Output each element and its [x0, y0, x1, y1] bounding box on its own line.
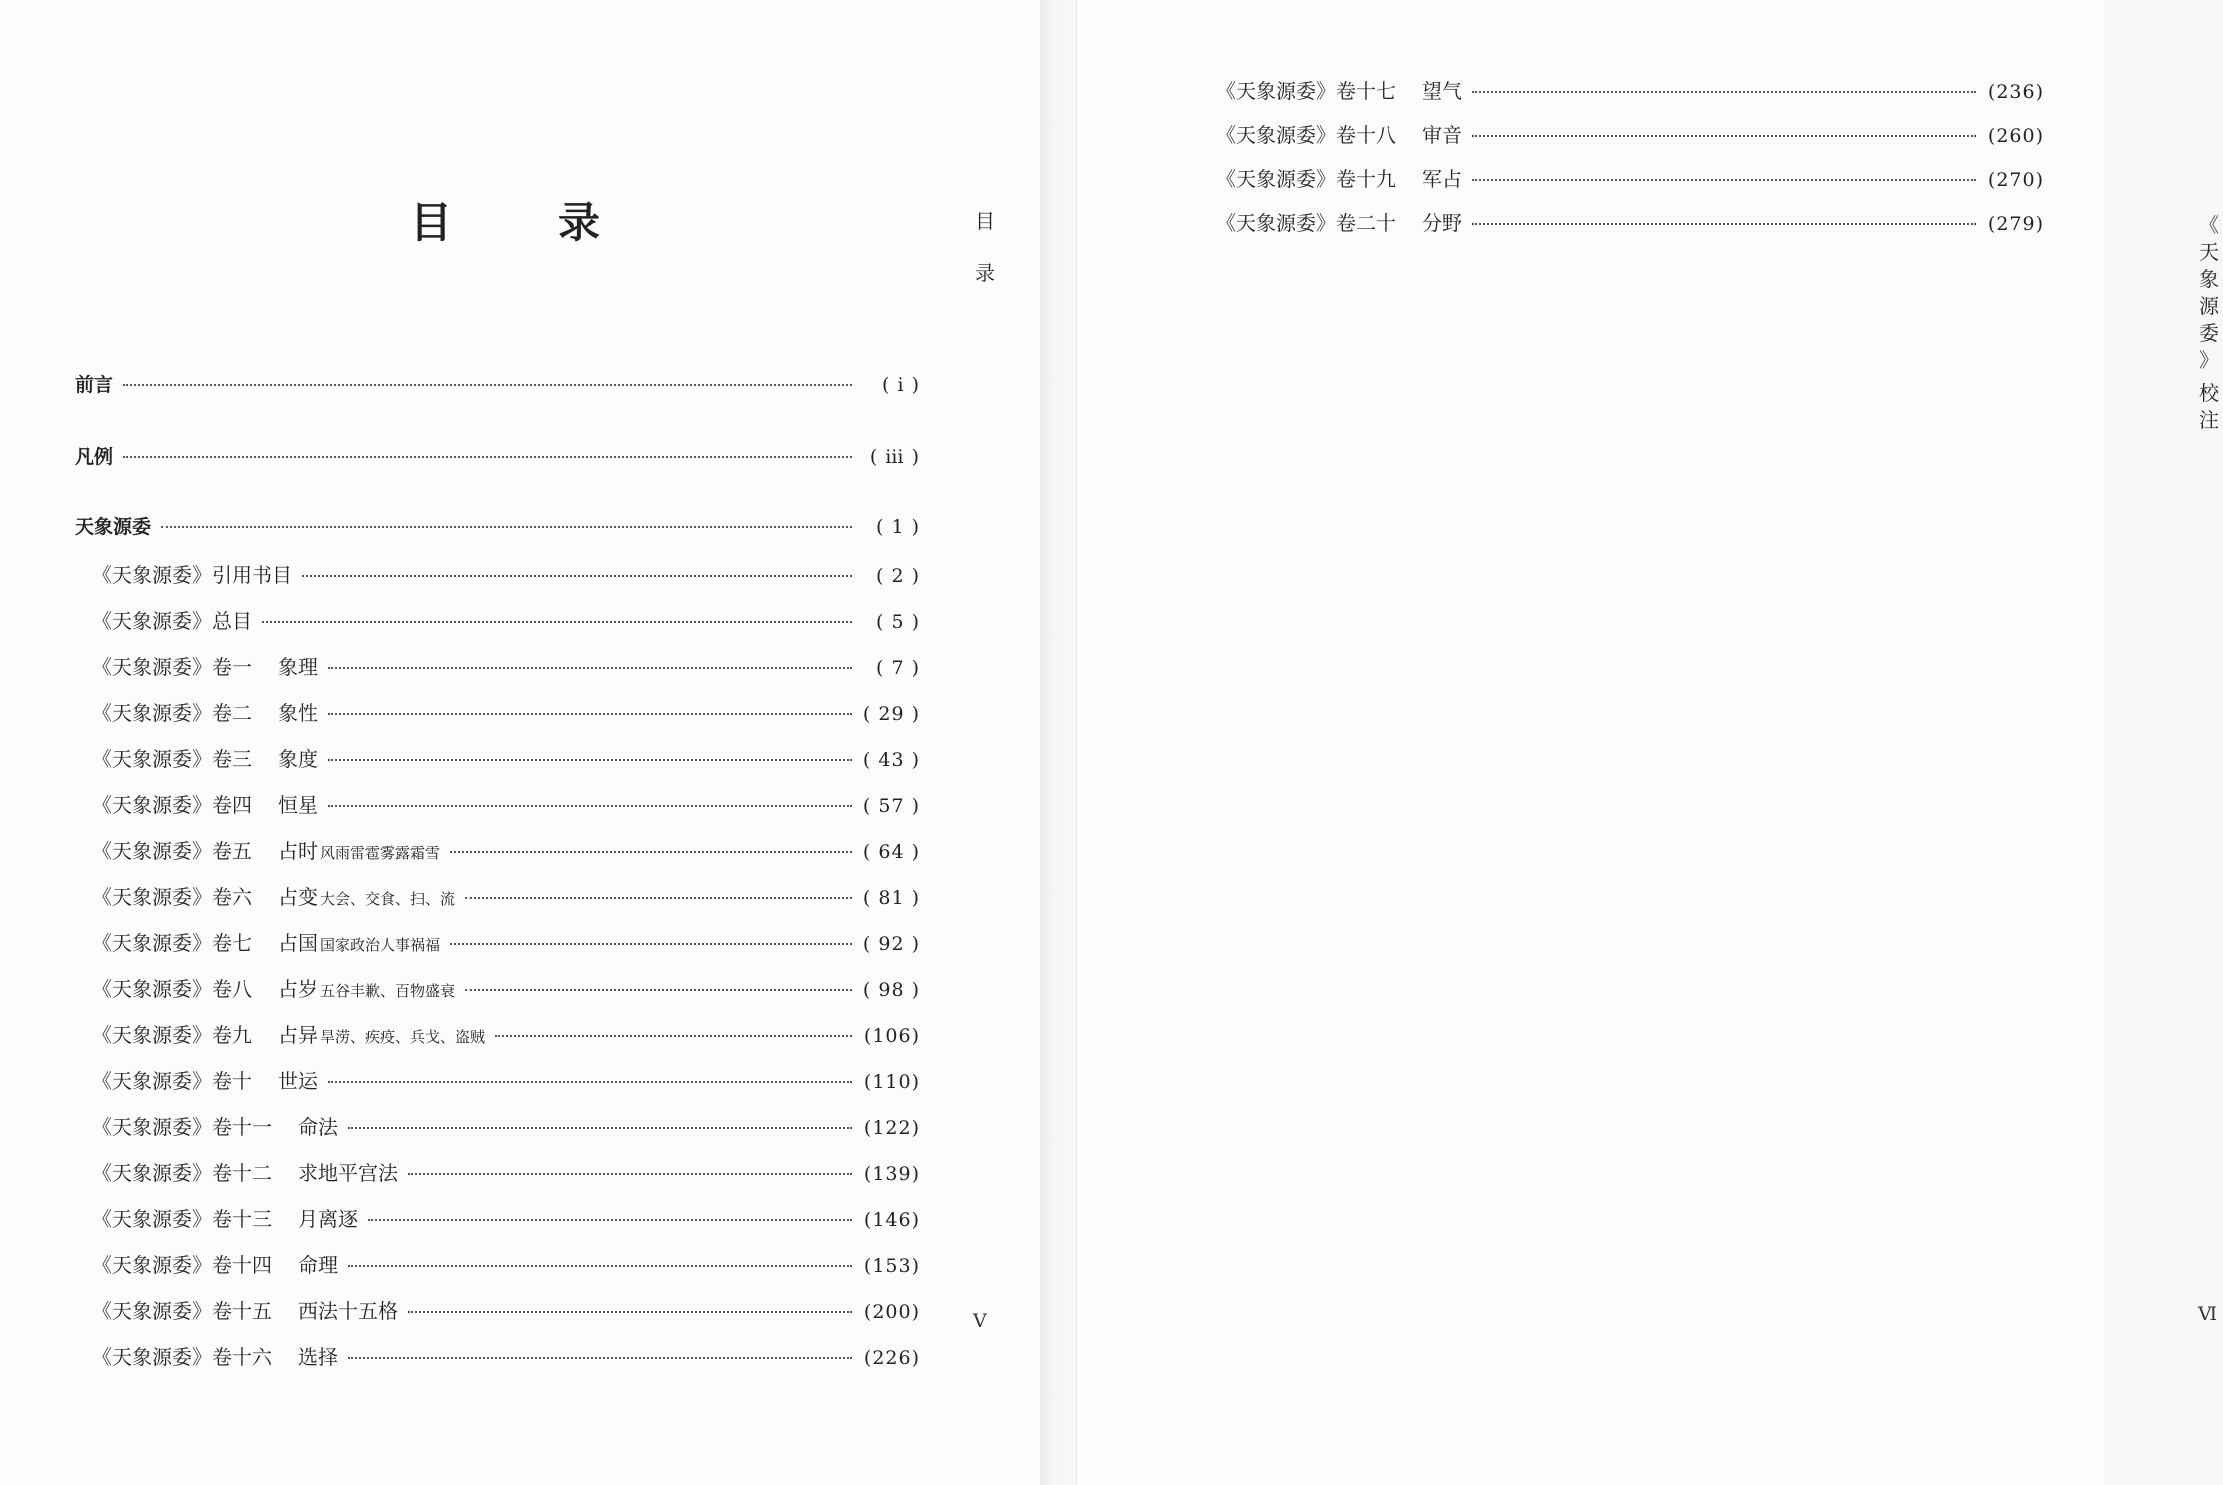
- dot-leader: [161, 526, 852, 528]
- volume-label: 总目: [212, 609, 252, 633]
- book-title: 《天象源委》: [92, 701, 212, 725]
- topic-label: 象理: [278, 655, 318, 679]
- entry-page-number: (226): [863, 1347, 920, 1369]
- toc-entry[interactable]: [92, 559, 920, 588]
- volume-label: 卷七: [212, 931, 252, 955]
- volume-label: 卷十: [212, 1069, 252, 1093]
- entry-title: [92, 697, 318, 726]
- book-title: 《天象源委》: [92, 1299, 212, 1323]
- dot-leader: [465, 989, 852, 991]
- entry-page-number: ( 64 ): [862, 841, 920, 863]
- toc-entry[interactable]: [1216, 119, 2044, 148]
- toc-entry[interactable]: [75, 512, 920, 539]
- dot-leader: [368, 1219, 852, 1221]
- page-number: V: [973, 1310, 987, 1332]
- topic-label: 世运: [278, 1069, 318, 1093]
- entry-title: [92, 973, 455, 1002]
- toc-entry[interactable]: [92, 743, 920, 772]
- toc-entry[interactable]: [92, 927, 920, 956]
- toc-entry[interactable]: [1216, 163, 2044, 192]
- entry-title: [92, 1111, 338, 1140]
- entry-title: [92, 1019, 485, 1048]
- entry-page-number: ( 57 ): [862, 795, 920, 817]
- toc-entry[interactable]: [92, 1157, 920, 1186]
- topic-note: 风雨雷雹雾露霜雪: [320, 844, 441, 862]
- entry-title: [75, 512, 151, 539]
- volume-label: 卷十八: [1336, 123, 1396, 147]
- topic-note: 五谷丰歉、百物盛衰: [320, 982, 456, 1000]
- toc-entry[interactable]: [92, 651, 920, 680]
- entry-page-number: (106): [863, 1025, 920, 1047]
- toc-entry[interactable]: [92, 881, 920, 910]
- topic-label: 命理: [298, 1253, 338, 1277]
- running-head-char: 源: [2199, 294, 2219, 318]
- title-char: 录: [557, 198, 600, 247]
- entry-page-number: (270): [1987, 169, 2044, 191]
- dot-leader: [495, 1035, 852, 1037]
- entry-page-number: (236): [1987, 81, 2044, 103]
- entry-title: [1216, 119, 1462, 148]
- entry-title: [92, 1249, 338, 1278]
- book-title: 《天象源委》: [92, 1115, 212, 1139]
- book-title: 《天象源委》: [92, 931, 212, 955]
- volume-label: 卷三: [212, 747, 252, 771]
- toc-entry[interactable]: [1216, 207, 2044, 236]
- book-title: 《天象源委》: [92, 747, 212, 771]
- volume-label: 卷十四: [212, 1253, 272, 1277]
- entry-page-number: ( 98 ): [862, 979, 920, 1001]
- toc-entry[interactable]: [75, 370, 920, 397]
- dot-leader: [328, 1081, 852, 1083]
- book-title: 《天象源委》: [92, 1069, 212, 1093]
- topic-note: 旱涝、疾疫、兵戈、盗贼: [320, 1028, 486, 1046]
- entry-page-number: ( 1 ): [876, 516, 920, 538]
- topic-label: 象度: [278, 747, 318, 771]
- book-title: 《天象源委》: [1216, 211, 1336, 235]
- book-title: 《天象源委》: [92, 1207, 212, 1231]
- book-title: 《天象源委》: [1216, 123, 1336, 147]
- volume-label: 卷八: [212, 977, 252, 1001]
- entry-page-number: (200): [863, 1301, 920, 1323]
- running-head-char: 象: [2199, 267, 2219, 291]
- entry-page-number: ( 5 ): [876, 611, 920, 633]
- entry-page-number: ( ⅲ ): [869, 446, 920, 468]
- entry-title: [92, 1065, 318, 1094]
- topic-label: 军占: [1422, 167, 1462, 191]
- running-head-char: 校: [2199, 381, 2219, 405]
- running-head-char: 天: [2199, 240, 2219, 264]
- dot-leader: [408, 1173, 852, 1175]
- volume-label: 卷十七: [1336, 79, 1396, 103]
- entry-page-number: ( ⅰ ): [882, 374, 920, 396]
- running-head-right: [2195, 212, 2223, 434]
- volume-label: 卷十三: [212, 1207, 272, 1231]
- dot-leader: [328, 667, 852, 669]
- dot-leader: [302, 575, 852, 577]
- entry-title: [92, 651, 318, 680]
- toc-entry[interactable]: [92, 1295, 920, 1324]
- section-title: 前言: [75, 374, 114, 396]
- page-number: Ⅵ: [2198, 1303, 2218, 1325]
- topic-label: 望气: [1422, 79, 1462, 103]
- book-title: 《天象源委》: [92, 563, 212, 587]
- book-title: 《天象源委》: [92, 1345, 212, 1369]
- topic-label: 占岁: [278, 977, 318, 1001]
- toc-entry[interactable]: [92, 1203, 920, 1232]
- dot-leader: [450, 851, 852, 853]
- volume-label: 卷二: [212, 701, 252, 725]
- entry-title: [92, 1341, 338, 1370]
- entry-page-number: ( 81 ): [862, 887, 920, 909]
- toc-entry[interactable]: [92, 1341, 920, 1370]
- topic-label: 占异: [278, 1023, 318, 1047]
- entry-page-number: (279): [1987, 213, 2044, 235]
- volume-label: 卷九: [212, 1023, 252, 1047]
- toc-entry[interactable]: [92, 605, 920, 634]
- volume-label: 卷二十: [1336, 211, 1396, 235]
- title-char: 目: [410, 198, 453, 247]
- section-title: 天象源委: [75, 516, 152, 538]
- running-head-char: 目: [975, 209, 995, 233]
- volume-label: 卷十二: [212, 1161, 272, 1185]
- dot-leader: [328, 759, 852, 761]
- book-title: 《天象源委》: [92, 885, 212, 909]
- entry-page-number: ( 2 ): [876, 565, 920, 587]
- volume-label: 卷十五: [212, 1299, 272, 1323]
- entry-page-number: (139): [863, 1163, 920, 1185]
- entry-title: [1216, 75, 1462, 104]
- toc-entry[interactable]: [92, 789, 920, 818]
- left-page: [0, 0, 1041, 1485]
- dot-leader: [348, 1265, 852, 1267]
- dot-leader: [1472, 179, 1976, 181]
- topic-note: 国家政治人事祸福: [320, 936, 441, 954]
- topic-label: 西法十五格: [298, 1299, 398, 1323]
- entry-page-number: (122): [863, 1117, 920, 1139]
- dot-leader: [123, 384, 852, 386]
- entry-page-number: (260): [1987, 125, 2044, 147]
- entry-title: [92, 1157, 398, 1186]
- dot-leader: [328, 713, 852, 715]
- running-head-char: 》: [2199, 348, 2219, 372]
- running-head-char: 《: [2199, 213, 2219, 237]
- toc-entry[interactable]: [92, 1111, 920, 1140]
- dot-leader: [1472, 135, 1976, 137]
- entry-title: [92, 1203, 358, 1232]
- entry-title: [1216, 207, 1462, 236]
- entry-page-number: (153): [863, 1255, 920, 1277]
- book-title: 《天象源委》: [92, 609, 212, 633]
- dot-leader: [123, 456, 852, 458]
- topic-label: 月离逐: [298, 1207, 358, 1231]
- entry-page-number: ( 7 ): [876, 657, 920, 679]
- book-title: 《天象源委》: [92, 1023, 212, 1047]
- topic-note: 大会、交食、扫、流: [320, 890, 456, 908]
- topic-label: 命法: [298, 1115, 338, 1139]
- entry-title: [92, 881, 455, 910]
- volume-label: 卷十六: [212, 1345, 272, 1369]
- dot-leader: [328, 805, 852, 807]
- toc-entry[interactable]: [92, 835, 920, 864]
- book-title: 《天象源委》: [92, 793, 212, 817]
- dot-leader: [1472, 223, 1976, 225]
- topic-label: 分野: [1422, 211, 1462, 235]
- volume-label: 卷十九: [1336, 167, 1396, 191]
- entry-title: [92, 743, 318, 772]
- book-gutter: [1040, 0, 1076, 1485]
- entry-title: [92, 835, 440, 864]
- book-title: 《天象源委》: [92, 977, 212, 1001]
- topic-label: 象性: [278, 701, 318, 725]
- entry-title: [92, 927, 440, 956]
- entry-page-number: (110): [863, 1071, 920, 1093]
- entry-title: [92, 789, 318, 818]
- toc-entry[interactable]: [1216, 75, 2044, 104]
- topic-label: 占时: [278, 839, 318, 863]
- dot-leader: [1472, 91, 1976, 93]
- volume-label: 卷五: [212, 839, 252, 863]
- topic-label: 占国: [278, 931, 318, 955]
- entry-title: [1216, 163, 1462, 192]
- running-head-char: 录: [975, 261, 995, 285]
- volume-label: 引用书目: [212, 563, 292, 587]
- running-head-char: 注: [2199, 408, 2219, 432]
- entry-page-number: ( 29 ): [862, 703, 920, 725]
- dot-leader: [408, 1311, 852, 1313]
- running-head-left: [972, 195, 998, 299]
- toc-entry[interactable]: [92, 1019, 920, 1048]
- entry-title: [75, 370, 113, 397]
- toc-entry[interactable]: [92, 1249, 920, 1278]
- dot-leader: [348, 1127, 852, 1129]
- toc-entry[interactable]: [75, 442, 920, 469]
- dot-leader: [465, 897, 852, 899]
- book-title: 《天象源委》: [92, 1161, 212, 1185]
- entry-page-number: ( 43 ): [862, 749, 920, 771]
- volume-label: 卷四: [212, 793, 252, 817]
- topic-label: 选择: [298, 1345, 338, 1369]
- entry-title: [92, 605, 252, 634]
- dot-leader: [262, 621, 852, 623]
- toc-entry[interactable]: [92, 697, 920, 726]
- page-title: [410, 190, 600, 250]
- toc-entry[interactable]: [92, 973, 920, 1002]
- dot-leader: [450, 943, 852, 945]
- volume-label: 卷六: [212, 885, 252, 909]
- running-head-char: 委: [2199, 321, 2219, 345]
- topic-label: 占变: [278, 885, 318, 909]
- topic-label: 恒星: [278, 793, 318, 817]
- book-title: 《天象源委》: [1216, 167, 1336, 191]
- volume-label: 卷十一: [212, 1115, 272, 1139]
- section-title: 凡例: [75, 446, 114, 468]
- entry-page-number: (146): [863, 1209, 920, 1231]
- entry-title: [75, 442, 113, 469]
- book-title: 《天象源委》: [92, 1253, 212, 1277]
- entry-title: [92, 1295, 398, 1324]
- book-title: 《天象源委》: [92, 839, 212, 863]
- volume-label: 卷一: [212, 655, 252, 679]
- topic-label: 审音: [1422, 123, 1462, 147]
- toc-entry[interactable]: [92, 1065, 920, 1094]
- entry-page-number: ( 92 ): [862, 933, 920, 955]
- book-title: 《天象源委》: [1216, 79, 1336, 103]
- dot-leader: [348, 1357, 852, 1359]
- topic-label: 求地平宫法: [298, 1161, 398, 1185]
- book-title: 《天象源委》: [92, 655, 212, 679]
- entry-title: [92, 559, 292, 588]
